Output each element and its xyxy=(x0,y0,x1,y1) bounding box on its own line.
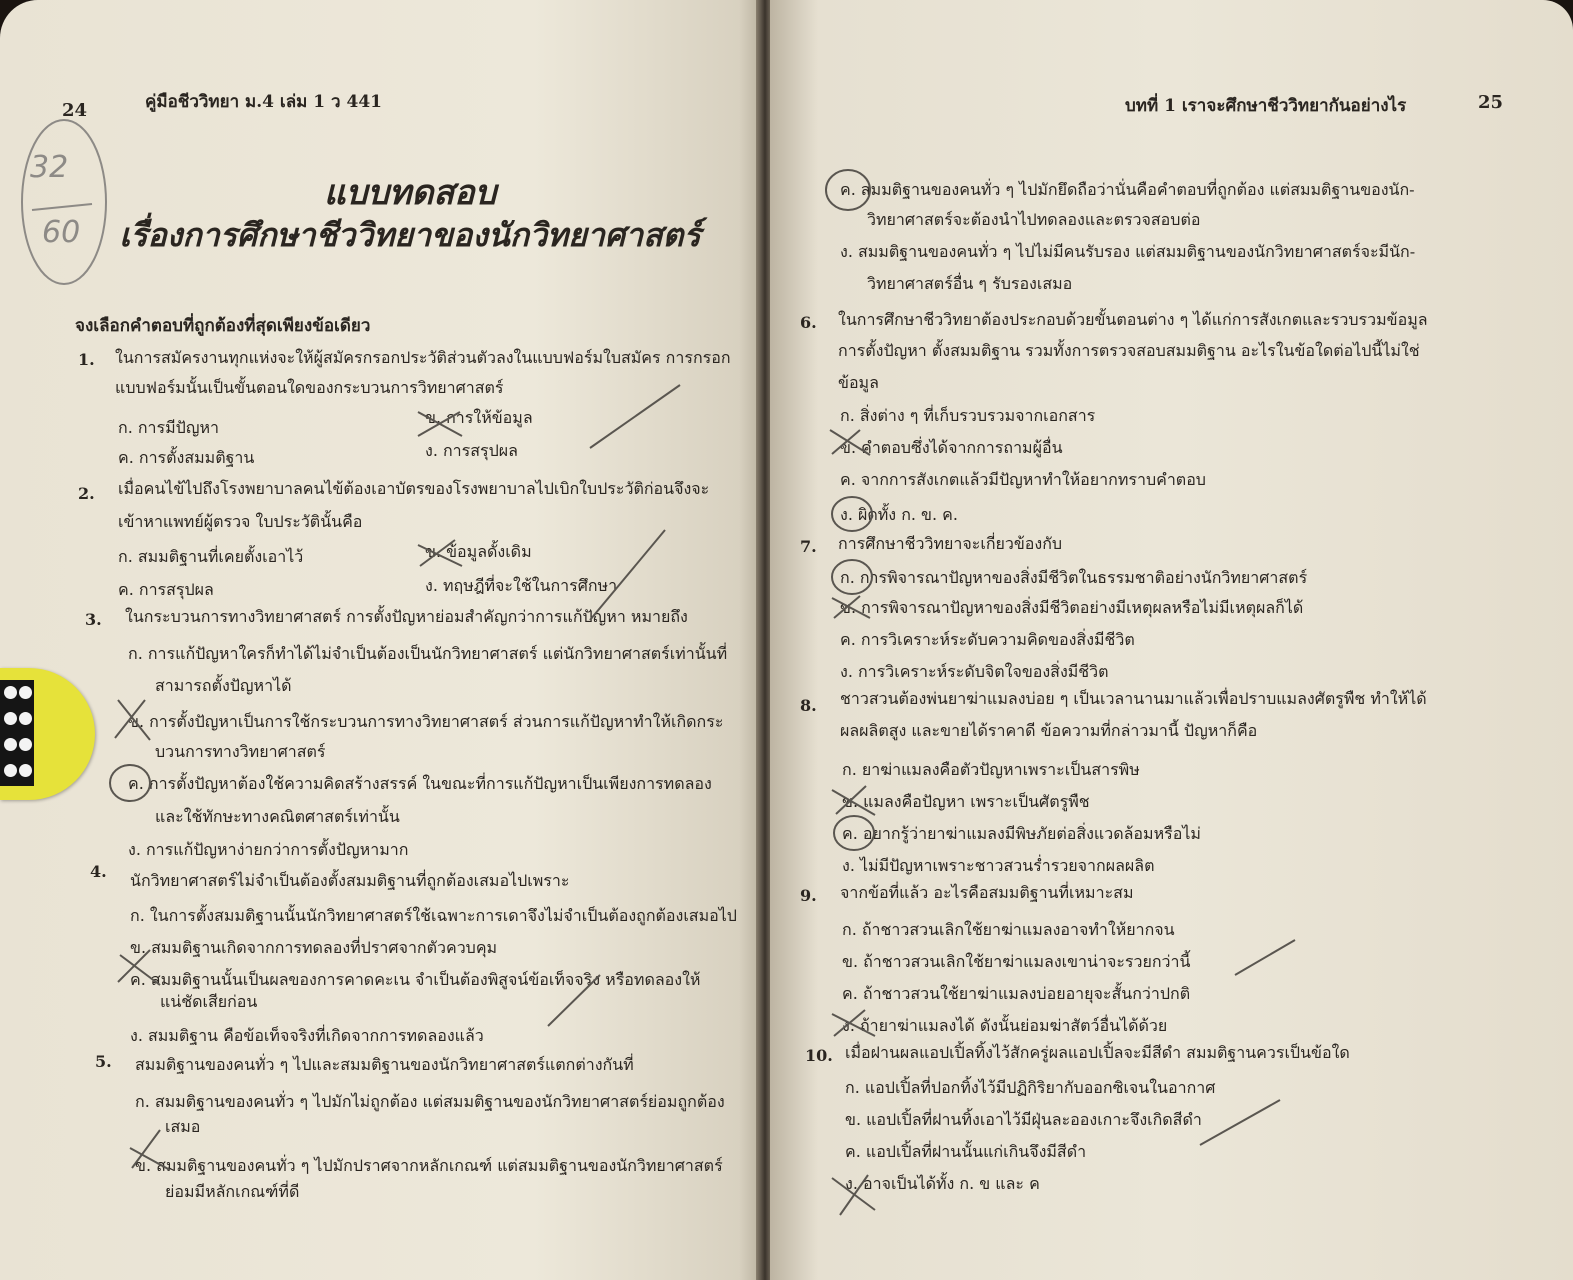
instruction: จงเลือกคำตอบที่ถูกต้องที่สุดเพียงข้อเดียว xyxy=(75,316,371,336)
option-b: ข. สมมติฐานของคนทั่ว ๆ ไปมักปราศจากหลักเกณฑ์ แต่สมมติฐานของนักวิทยาศาสตร์ xyxy=(135,1156,723,1175)
option-c: ค. การสรุปผล xyxy=(118,580,214,599)
question-text: ในการสมัครงานทุกแห่งจะให้ผู้สมัครกรอกประวัติส่วนตัวลงในแบบฟอร์มใบสมัคร การกรอก xyxy=(115,348,731,367)
option-d: ง. ถ้ายาฆ่าแมลงได้ ดังนั้นย่อมฆ่าสัตว์อื่นได้ด้วย xyxy=(842,1016,1168,1035)
question-number: 8. xyxy=(800,696,817,715)
option-a: ก. แอปเปิ้ลที่ปอกทิ้งไว้มีปฏิกิริยากับออกซิเจนในอากาศ xyxy=(845,1078,1216,1097)
option-d: ง. ผิดทั้ง ก. ข. ค. xyxy=(840,505,958,524)
option-a: ก. ถ้าชาวสวนเลิกใช้ยาฆ่าแมลงอาจทำให้ยากจน xyxy=(842,920,1175,939)
question-text: เข้าหาแพทย์ผู้ตรวจ ใบประวัตินั้นคือ xyxy=(118,512,363,531)
question-text: การตั้งปัญหา ตั้งสมมติฐาน รวมทั้งการตรวจสอบสมมติฐาน อะไรในข้อใดต่อไปนี้ไม่ใช่ xyxy=(838,341,1420,360)
question-text: ในการศึกษาชีววิทยาต้องประกอบด้วยขั้นตอนต่าง ๆ ได้แก่การสังเกตและรวบรวมข้อมูล xyxy=(838,310,1428,329)
question-text: เมื่อฝานผลแอปเปิ้ลทิ้งไว้สักครู่ผลแอปเปิ้ลจะมีสีดำ สมมติฐานควรเป็นข้อใด xyxy=(845,1043,1350,1062)
right-page xyxy=(770,0,1573,1280)
left-page xyxy=(0,0,762,1280)
question-text: นักวิทยาศาสตร์ไม่จำเป็นต้องตั้งสมมติฐานที่ถูกต้องเสมอไปเพราะ xyxy=(130,871,570,890)
option-c: ค. ถ้าชาวสวนใช้ยาฆ่าแมลงบ่อยอายุจะสั้นกว่าปกติ xyxy=(842,984,1191,1003)
option-c: ค. สมมติฐานของคนทั่ว ๆ ไปมักยึดถือว่านั่นคือคำตอบที่ถูกต้อง แต่สมมติฐานของนัก- xyxy=(840,180,1415,199)
option-c: ค. การตั้งสมมติฐาน xyxy=(118,448,255,467)
question-number: 6. xyxy=(800,313,817,332)
running-header-left: คู่มือชีววิทยา ม.4 เล่ม 1 ว 441 xyxy=(145,92,382,112)
option-c-cont: และใช้ทักษะทางคณิตศาสตร์เท่านั้น xyxy=(155,807,400,826)
option-b: ข. การพิจารณาปัญหาของสิ่งมีชีวิตอย่างมีเหตุผลหรือไม่มีเหตุผลก็ได้ xyxy=(840,598,1304,617)
option-d: ง. การวิเคราะห์ระดับจิตใจของสิ่งมีชีวิต xyxy=(840,662,1109,681)
option-d: ง. ไม่มีปัญหาเพราะชาวสวนร่ำรวยจากผลผลิต xyxy=(842,856,1155,875)
test-title: แบบทดสอบ xyxy=(323,173,497,213)
question-text: สมมติฐานของคนทั่ว ๆ ไปและสมมติฐานของนักวิทยาศาสตร์แตกต่างกันที่ xyxy=(135,1055,634,1074)
option-d: ง. สมมติฐานของคนทั่ว ๆ ไปไม่มีคนรับรอง แต่สมมติฐานของนักวิทยาศาสตร์จะมีนัก- xyxy=(840,242,1416,261)
question-text: เมื่อคนไข้ไปถึงโรงพยาบาลคนไข้ต้องเอาบัตรของโรงพยาบาลไปเบิกใบประวัติก่อนจึงจะ xyxy=(118,479,710,498)
question-number: 1. xyxy=(78,350,95,369)
question-text: ข้อมูล xyxy=(838,373,879,392)
option-a: ก. สิ่งต่าง ๆ ที่เก็บรวบรวมจากเอกสาร xyxy=(840,406,1096,425)
option-c: ค. การตั้งปัญหาต้องใช้ความคิดสร้างสรรค์ ในขณะที่การแก้ปัญหาเป็นเพียงการทดลอง xyxy=(128,774,712,793)
question-text: แบบฟอร์มนั้นเป็นขั้นตอนใดของกระบวนการวิทยาศาสตร์ xyxy=(115,378,504,397)
option-d: ง. การสรุปผล xyxy=(425,441,518,460)
score-top: 32 xyxy=(30,150,69,185)
option-a: ก. สมมติฐานที่เคยตั้งเอาไว้ xyxy=(118,547,304,566)
option-a: ก. การมีปัญหา xyxy=(118,418,219,437)
question-number: 3. xyxy=(85,610,102,629)
question-text: ในกระบวนการทางวิทยาศาสตร์ การตั้งปัญหาย่อมสำคัญกว่าการแก้ปัญหา หมายถึง xyxy=(125,607,688,626)
option-b: ข. แอปเปิ้ลที่ฝานทิ้งเอาไว้มีฝุ่นละอองเกาะจึงเกิดสีดำ xyxy=(845,1110,1202,1129)
option-b: ข. สมมติฐานเกิดจากการทดลองที่ปราศจากตัวควบคุม xyxy=(130,938,498,957)
question-number: 2. xyxy=(78,484,95,503)
option-c: ค. จากการสังเกตแล้วมีปัญหาทำให้อยากทราบคำตอบ xyxy=(840,470,1206,489)
running-header-right: บทที่ 1 เราจะศึกษาชีววิทยากันอย่างไร xyxy=(1125,96,1407,116)
option-d-cont: วิทยาศาสตร์อื่น ๆ รับรองเสมอ xyxy=(867,274,1073,293)
option-a: ก. สมมติฐานของคนทั่ว ๆ ไปมักไม่ถูกต้อง แต่สมมติฐานของนักวิทยาศาสตร์ย่อมถูกต้อง xyxy=(135,1092,725,1111)
option-c: ค. แอปเปิ้ลที่ฝานนั้นแก่เกินจึงมีสีดำ xyxy=(845,1142,1087,1161)
question-text: ชาวสวนต้องพ่นยาฆ่าแมลงบ่อย ๆ เป็นเวลานานมาแล้วเพื่อปราบแมลงศัตรูพืช ทำให้ได้ xyxy=(840,689,1427,708)
question-number: 9. xyxy=(800,886,817,905)
option-c-cont: แน่ชัดเสียก่อน xyxy=(160,992,258,1011)
option-d: ง. อาจเป็นได้ทั้ง ก. ข และ ค xyxy=(845,1174,1040,1193)
option-a: ก. การพิจารณาปัญหาของสิ่งมีชีวิตในธรรมชาติอย่างนักวิทยาศาสตร์ xyxy=(840,568,1308,587)
option-b: ข. ถ้าชาวสวนเลิกใช้ยาฆ่าแมลงเขาน่าจะรวยกว่านี้ xyxy=(842,952,1191,971)
score-bottom: 60 xyxy=(42,215,81,250)
option-b: ข. ข้อมูลดั้งเดิม xyxy=(425,542,532,561)
option-c: ค. อยากรู้ว่ายาฆ่าแมลงมีพิษภัยต่อสิ่งแวดล้อมหรือไม่ xyxy=(842,824,1201,843)
question-text: จากข้อที่แล้ว อะไรคือสมมติฐานที่เหมาะสม xyxy=(840,883,1134,902)
test-subtitle: เรื่องการศึกษาชีววิทยาของนักวิทยาศาสตร์ xyxy=(119,216,701,254)
option-a: ก. ในการตั้งสมมติฐานนั้นนักวิทยาศาสตร์ใช้เฉพาะการเดาจึงไม่จำเป็นต้องถูกต้องเสมอไป xyxy=(130,906,737,925)
option-c: ค. การวิเคราะห์ระดับความคิดของสิ่งมีชีวิต xyxy=(840,630,1135,649)
option-c-cont: วิทยาศาสตร์จะต้องนำไปทดลองและตรวจสอบต่อ xyxy=(867,210,1201,229)
question-number: 7. xyxy=(800,537,817,556)
option-b: ข. คำตอบซึ่งได้จากการถามผู้อื่น xyxy=(840,438,1063,457)
option-a-cont: สามารถตั้งปัญหาได้ xyxy=(155,676,292,695)
question-text: ผลผลิตสูง และขายได้ราคาดี ข้อความที่กล่าวมานี้ ปัญหาก็คือ xyxy=(840,721,1258,740)
option-b-cont: บวนการทางวิทยาศาสตร์ xyxy=(155,742,326,761)
question-number: 10. xyxy=(805,1046,833,1065)
option-a-cont: เสมอ xyxy=(165,1117,201,1136)
option-a: ก. ยาฆ่าแมลงคือตัวปัญหาเพราะเป็นสารพิษ xyxy=(842,760,1140,779)
question-text: การศึกษาชีววิทยาจะเกี่ยวข้องกับ xyxy=(838,534,1063,553)
option-b: ข. การให้ข้อมูล xyxy=(425,408,533,427)
page-number-right: 25 xyxy=(1478,92,1504,113)
option-b: ข. การตั้งปัญหาเป็นการใช้กระบวนการทางวิทยาศาสตร์ ส่วนการแก้ปัญหาทำให้เกิดกระ xyxy=(128,712,724,731)
question-number: 5. xyxy=(95,1052,112,1071)
option-a: ก. การแก้ปัญหาใครก็ทำได้ไม่จำเป็นต้องเป็นนักวิทยาศาสตร์ แต่นักวิทยาศาสตร์เท่านั้นที่ xyxy=(128,644,728,663)
page-number-left: 24 xyxy=(62,100,88,121)
option-d: ง. การแก้ปัญหาง่ายกว่าการตั้งปัญหามาก xyxy=(128,840,409,859)
option-b: ข. แมลงคือปัญหา เพราะเป็นศัตรูพืช xyxy=(842,792,1090,811)
question-number: 4. xyxy=(90,862,107,881)
option-d: ง. สมมติฐาน คือข้อเท็จจริงที่เกิดจากการทดลองแล้ว xyxy=(130,1026,484,1045)
option-c: ค. สมมติฐานนั้นเป็นผลของการคาดคะเน จำเป็นต้องพิสูจน์ข้อเท็จจริง หรือทดลองให้ xyxy=(130,970,701,989)
option-b-cont: ย่อมมีหลักเกณฑ์ที่ดี xyxy=(165,1182,300,1201)
pencil-marks-right xyxy=(770,0,1573,1280)
pencil-marks-left xyxy=(0,0,762,1280)
option-d: ง. ทฤษฎีที่จะใช้ในการศึกษา xyxy=(425,576,618,595)
